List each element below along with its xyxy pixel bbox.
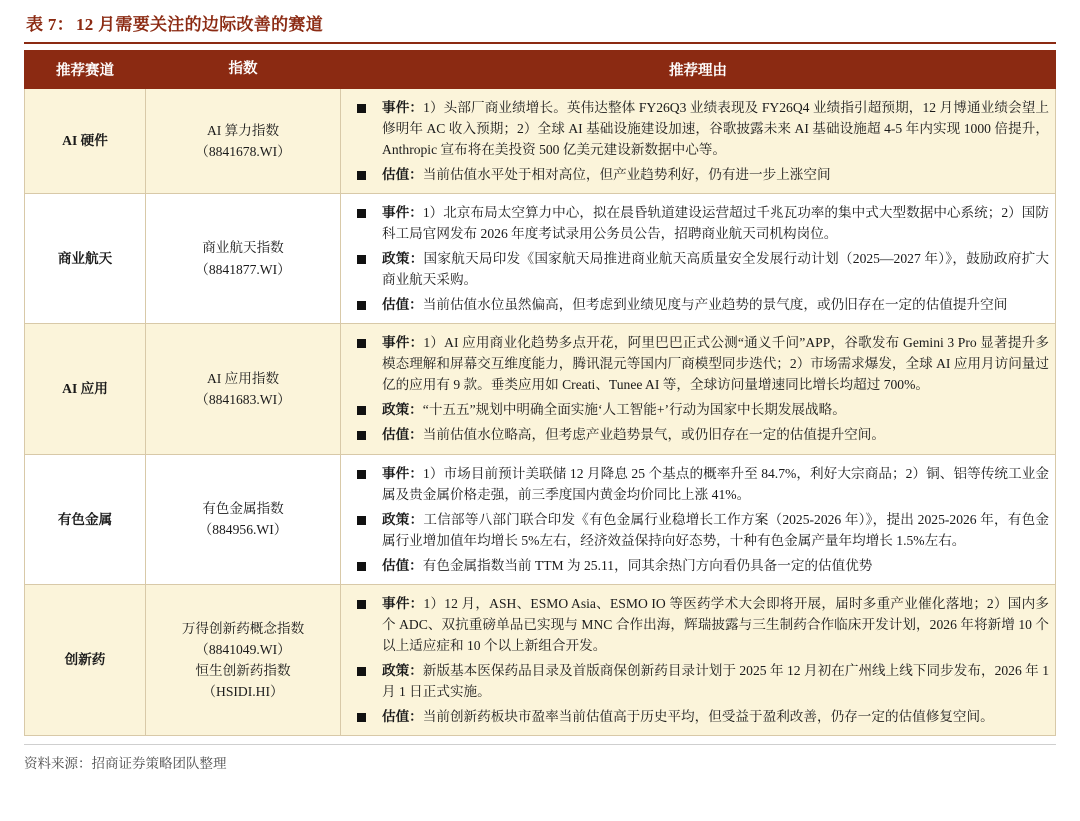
index-line: 恒生创新药指数 — [195, 663, 291, 679]
index-line: （8841877.WI） — [195, 261, 291, 277]
reason-item — [347, 591, 1049, 658]
index-line: 有色金属指数 — [202, 501, 284, 517]
column-header-reason: 推荐理由 — [341, 51, 1056, 89]
cell-index — [146, 324, 341, 454]
reason-item — [347, 292, 1049, 317]
square-bullet-icon — [357, 255, 366, 264]
reason-list — [347, 461, 1049, 578]
cell-index — [146, 454, 341, 584]
reason-item — [347, 553, 1049, 578]
table-title-label: 表 7： — [26, 15, 74, 34]
reason-text: 估值：当前估值水位略高，但考虑产业趋势景气，或仍旧存在一定的估值提升空间。 — [382, 427, 885, 443]
cell-track: 有色金属 — [25, 454, 146, 584]
index-line: （884956.WI） — [198, 522, 288, 538]
square-bullet-icon — [357, 339, 366, 348]
source-note: 资料来源：招商证券策略团队整理 — [24, 744, 1056, 772]
column-header-index: 指数 — [146, 51, 341, 89]
reason-item — [347, 461, 1049, 507]
reason-item — [347, 397, 1049, 422]
cell-reason — [341, 584, 1056, 735]
table-row — [25, 193, 1056, 323]
reason-text: 事件：1）AI 应用商业化趋势多点开花，阿里巴巴正式公测“通义千问”APP，谷歌发布 Gemini 3 Pro 显著提升多模态理解和屏幕交互维度能力，腾讯混元等国内厂商模型同步迭代；2）市场需求爆发，全球 AI 应用月访问量过亿的应用有 9 款。垂类应用如 Creati、Tunee AI 等，全球访问量增速同比增长均超过 700%。 — [382, 335, 1050, 393]
reason-item — [347, 200, 1049, 246]
square-bullet-icon — [357, 209, 366, 218]
square-bullet-icon — [357, 600, 366, 609]
reason-text: 事件：1）市场目前预计美联储 12 月降息 25 个基点的概率升至 84.7%，利好大宗商品；2）铜、铝等传统工业金属及贵金属价格走强，前三季度国内黄金均价同比上涨 41%。 — [382, 465, 1049, 502]
reason-text: 估值：有色金属指数当前 TTM 为 25.11，同其余热门方向看仍具备一定的估值优势 — [382, 557, 873, 573]
table-body — [25, 88, 1056, 736]
cell-track: AI 应用 — [25, 324, 146, 454]
reason-text: 事件：1）头部厂商业绩增长。英伟达整体 FY26Q3 业绩表现及 FY26Q4 业绩指引超预期，12 月博通业绩会望上修明年 AC 收入预期；2）全球 AI 基础设施建设加速，谷歌披露未来 AI 基础设施超 4-5 年内实现 1000 倍提升，Anthropic 宣布将在美投资 500 亿美元建设新数据中心等。 — [382, 99, 1049, 157]
cell-track: 商业航天 — [25, 193, 146, 323]
index-line: （8841683.WI） — [195, 391, 291, 407]
table-row — [25, 454, 1056, 584]
reason-text: 政策：“十五五”规划中明确全面实施‘人工智能+’行动为国家中长期发展战略。 — [382, 402, 846, 418]
index-line: AI 算力指数 — [206, 122, 280, 138]
square-bullet-icon — [357, 171, 366, 180]
reason-item — [347, 95, 1049, 162]
index-line: （8841049.WI） — [195, 641, 291, 657]
square-bullet-icon — [357, 713, 366, 722]
square-bullet-icon — [357, 301, 366, 310]
square-bullet-icon — [357, 431, 366, 440]
reason-text: 政策：工信部等八部门联合印发《有色金属行业稳增长工作方案（2025-2026 年）》，提出 2025-2026 年，有色金属行业增加值年均增长 5%左右，经济效益保持向好态势，十种有色金属产量年均增长 1.5%左右。 — [382, 511, 1049, 548]
index-line: 万得创新药概念指数 — [181, 620, 305, 636]
square-bullet-icon — [357, 562, 366, 571]
cell-track: 创新药 — [25, 584, 146, 735]
reason-text: 估值：当前估值水平处于相对高位，但产业趋势利好，仍有进一步上涨空间 — [382, 166, 831, 182]
table-row — [25, 324, 1056, 454]
table-header-row — [25, 51, 1056, 89]
reason-item — [347, 246, 1049, 292]
reason-text: 政策：新版基本医保药品目录及首版商保创新药目录计划于 2025 年 12 月初在广州线上线下同步发布，2026 年 1 月 1 日正式实施。 — [382, 663, 1050, 700]
square-bullet-icon — [357, 667, 366, 676]
reason-item — [347, 162, 1049, 187]
table-header — [25, 51, 1056, 89]
cell-track: AI 硬件 — [25, 88, 146, 193]
cell-reason — [341, 324, 1056, 454]
reason-item — [347, 422, 1049, 447]
reason-item — [347, 507, 1049, 553]
reason-list — [347, 95, 1049, 187]
square-bullet-icon — [357, 516, 366, 525]
document-page — [0, 8, 1080, 821]
reason-list — [347, 330, 1049, 447]
square-bullet-icon — [357, 470, 366, 479]
reason-text: 事件：1）北京布局太空算力中心，拟在晨昏轨道建设运营超过千兆瓦功率的集中式大型数据中心系统；2）国防科工局官网发布 2026 年度考试录用公务员公告，招聘商业航天司机构岗位。 — [382, 204, 1050, 241]
reason-item — [347, 704, 1049, 729]
table-row — [25, 584, 1056, 735]
table-title — [24, 8, 1056, 44]
reason-item — [347, 330, 1049, 397]
index-line: （HSIDI.HI） — [202, 684, 284, 700]
table-title-text: 12 月需要关注的边际改善的赛道 — [75, 15, 324, 34]
cell-reason — [341, 88, 1056, 193]
index-line: （8841678.WI） — [195, 143, 291, 159]
reason-text: 事件：1）12 月，ASH、ESMO Asia、ESMO IO 等医药学术大会即将开展，届时多重产业催化落地；2）国内多个 ADC、双抗重磅单品已实现与 MNC 合作出海，辉瑞披露与三生制药合作临床开发计划，2026 年将新增 10 个以上适应症和 10 个以上新组合开发。 — [382, 595, 1050, 653]
cell-index — [146, 88, 341, 193]
cell-reason — [341, 193, 1056, 323]
index-line: 商业航天指数 — [202, 240, 284, 256]
cell-index — [146, 193, 341, 323]
reason-list — [347, 591, 1049, 729]
reason-text: 估值：当前估值水位虽然偏高，但考虑到业绩见度与产业趋势的景气度，或仍旧存在一定的估值提升空间 — [382, 297, 1008, 313]
cell-index — [146, 584, 341, 735]
column-header-track: 推荐赛道 — [25, 51, 146, 89]
tracks-table — [24, 50, 1056, 736]
reason-list — [347, 200, 1049, 317]
table-row — [25, 88, 1056, 193]
square-bullet-icon — [357, 406, 366, 415]
index-line: AI 应用指数 — [206, 370, 280, 386]
reason-item — [347, 658, 1049, 704]
cell-reason — [341, 454, 1056, 584]
square-bullet-icon — [357, 104, 366, 113]
reason-text: 政策：国家航天局印发《国家航天局推进商业航天高质量安全发展行动计划（2025—2027 年）》，鼓励政府扩大商业航天采购。 — [382, 251, 1050, 288]
reason-text: 估值：当前创新药板块市盈率当前估值高于历史平均，但受益于盈利改善，仍存一定的估值修复空间。 — [382, 709, 994, 725]
